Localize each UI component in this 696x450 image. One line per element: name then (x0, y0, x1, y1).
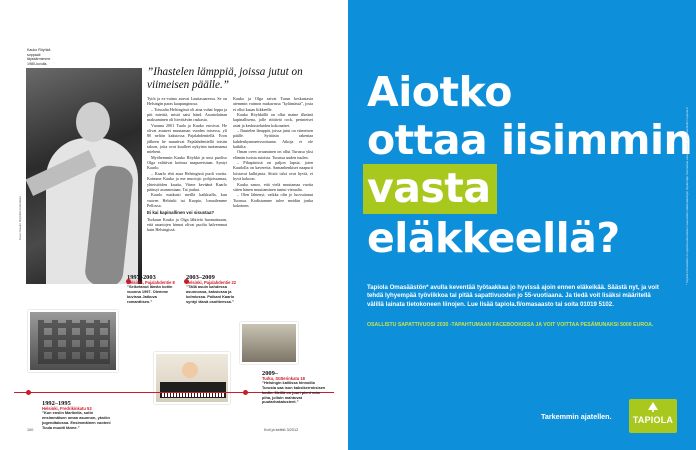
timeline-quote: ”Kun ensiin Marikella, sotin ensimmäisen oman asunnon, yksiön jugendtalossa. Ensimmäinen vuoteni Tuula muutti tänne.” (42, 410, 111, 430)
ad-slogan: Tarkemmin ajatellen. (541, 412, 612, 421)
page-number: 100 (27, 428, 34, 432)
timeline-place: Helsinki, Fredrikinkatu 53 (42, 405, 92, 411)
paragraph: Kaarlo matkusti meillä kaikkialla, kun vuoren Helsinki tai Kuopio, lomailemme Pellossa. (147, 192, 227, 208)
ad-side-note: * Tapiola Omasäästö on sijoitusvakuutuksen saaneiden eläkesäästöjen täydentäjä. Kannattaa aina tutustua vakuutusehtoihin tapiola.fi (685, 107, 689, 285)
paragraph: – Pihapiirissä on paljon lapsia, joten Kaarlolla on kavereita. Samanhenkiset naapurit loistavat kulkijasta. Siistit talot ovat hyviä, ei hyvä kokoon. (233, 160, 313, 182)
photo-figure-head (76, 102, 110, 142)
photo-credit: Kuva: Kauko Röyhkän kotiarkisto (18, 195, 22, 240)
logo-text: TAPIOLA (632, 415, 674, 425)
timeline-item-2003 (186, 276, 246, 304)
timeline-item-1997 (127, 276, 181, 304)
article-column-2 (233, 96, 313, 208)
paragraph: Myöhemmin Kauko Röyhkä ja uusi puoliso Olga valittivat kotinsa naapureistaan. Syntyi Kaarlo. (147, 154, 227, 171)
tapiola-ad (348, 0, 696, 450)
paragraph: Kauko sanoo, että vielä muutamaa vuotta sitten hänen muuttaminen tuntui vieraalta. (233, 181, 313, 192)
pull-quote: ”Ihastelen lämppiä, joissa jutut on viimeisen päälle.” (147, 66, 303, 91)
timeline-place: Turku, Sütterinkatu 18 (262, 375, 305, 381)
timeline-year: 2003–2009 (186, 274, 215, 281)
timeline-year: 2009– (262, 370, 278, 377)
timeline-item-2009 (262, 372, 326, 405)
headline-line-highlight (367, 164, 687, 214)
paragraph: Kauko ja Olga saivat Turun keskustasta aiemmin vaimon mukavassa ”kylämässä”, josta ei ollut kauas liikkeelle. (233, 96, 313, 112)
main-photo (26, 68, 142, 284)
tapiola-logo[interactable] (629, 399, 677, 433)
highlight-block: vasta (363, 164, 497, 214)
paragraph: – Toissalta Helsingissä oli aina vuhat loppa ja pitt miettiä, mistä saisi bänd. Asuntolainan maksaminen oli hirvittävän raskasta. (147, 106, 227, 123)
paragraph: – Kaarlo ehti asua Helsingissä puoli vuotta. Koimme Kauko ja me muotoja: pohjoissamaa, yhteistöiden kautta, Viime keväänä Kaarlo päässyt asunnostaan. Tai jauhat. (147, 170, 227, 192)
timeline-place: Helsinki, Pajalahdentie 22 (186, 279, 237, 285)
timeline-year: 1992–1995 (42, 400, 71, 407)
headline-line: Aiotko (367, 68, 512, 116)
paragraph: – Olen lähtenyt, vaikka olin jo luovuttanut Turussa. Kodistamme tulee meidän jonka kokoinen. (233, 192, 313, 208)
photo-caption: Kauko Röyhkä soppaali täyskärmimme 1980-luvulla. (27, 48, 51, 66)
headline-line: eläkkeellä? (367, 214, 620, 262)
timeline-place: Helsinki, Pajalahdentie 8 (127, 279, 175, 285)
baby-head (182, 362, 198, 378)
timeline-photo-baby (154, 352, 230, 404)
ad-body-text: Tapiola Omasäästön* avulla keventää työtaakkaa jo hyvissä ajoin ennen eläkeikää. Säästä nyt, ja voit tehdä lyhyempää työviikkoa tai pitää sapattivuoden jo 55-vuotiaana. Ja tiedä voit lisäksi määritellä välillä lainata tietokoneen liinojen. Lue lisää tapiola.fi/omasaasto tai soita 01019 5102. (367, 284, 659, 308)
paragraph: Oman oven avaaminen on ollut Turussa yksi elämän isoista asioista. Turussa uuden tuulen. (233, 149, 313, 160)
timeline-photo-room (240, 322, 298, 364)
timeline-quote: ”Seiketanut lämän kotiin vuonna 1997. Olemme kuvissa Jatkuva romanttisen.” (127, 284, 173, 304)
headline-line: ottaa iisimmin (367, 116, 693, 164)
folio: Koti ja keittiö 3/2012 (264, 428, 299, 432)
tree-icon (647, 402, 659, 412)
timeline-quote: ”Tällä asuin kahdessa asunnossa, kaksiossa ja kolmiossa. Poikani Kaarlo syntyi tässä osoitteessa.” (186, 284, 235, 304)
timeline-dot (243, 390, 248, 395)
timeline-photo-building (28, 310, 118, 372)
paragraph: Tytöt ja ex-vaimo asuvat Lauttasaaressa. Se on Helsingin paras kaupunginosa. (147, 96, 227, 107)
timeline-quote: ”Helsingin kalliissa hinnoilla Turusta saa ison kaksikerroksisen kodin. Meillä on juuri pieni veta piha, jolloin mahtuvat puutarhakalusteet.” (262, 380, 326, 405)
paragraph: – Ihastelen lämppiä, joissa jutut on viimeisen päälle. Syttäisin rakentaa kahdenkymmenvuotiaana. Aikoja ei ole kaikilta. (233, 128, 313, 150)
timeline-dot (26, 390, 31, 395)
ad-contest-text: OSALLISTU SAPATTIVUOSI 2030 -TAPAHTUMAAN FACEBOOKISSA JA VOIT VOITTAA PESÄMUNAKSI 5000 EUROA. (367, 322, 654, 328)
article-column-1 (147, 96, 227, 233)
timeline-item-1992 (42, 402, 112, 430)
paragraph: Turkuun Kauko ja Olga lähtivät huomattuaan, että asuntojen hinnat olivat puolta halvemmat kuin Helsingissä. (147, 216, 227, 233)
article-subheading: Ei kai kapinallinen voi sisustaa? (147, 210, 215, 216)
timeline-year: 1997–2003 (127, 274, 156, 281)
paragraph: Kauko Röyhkällä on ollut maine ilkeänä kapinallisena, jolle riittävät rock, perinteiset asiat ja keskusteluiden kokonaiset. (233, 112, 313, 128)
window-grid (38, 320, 110, 364)
paragraph: Vuonna 2001 Tuula ja Kauko erosivat. He olivat asuneet muutaman vuoden toisessa, yli 80 neliön kaksiossa Pajalahdentiellä. Eron jälkeen he muuttivat Pajalahdentiellä toisiin taloon, joita ovat kuulleet nykyisin tuntemansa mieheni. (147, 122, 227, 155)
